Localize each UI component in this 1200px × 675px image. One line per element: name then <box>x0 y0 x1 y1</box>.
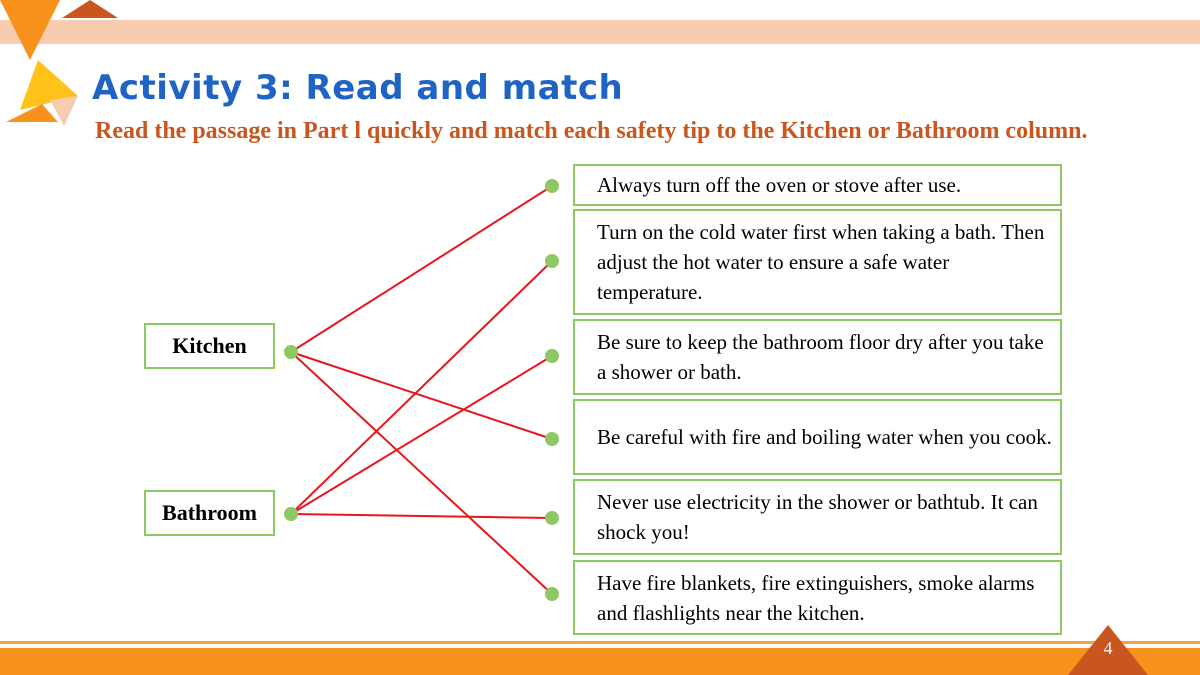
bathroom-label: Bathroom <box>162 500 257 525</box>
match-line-bathroom-tip-3 <box>291 356 552 514</box>
tip-box-6 <box>573 560 1062 635</box>
tip-box-4 <box>573 399 1062 475</box>
tip-text: Always turn off the oven or stove after use. <box>597 173 962 197</box>
tip-text: Have fire blankets, fire extinguishers, smoke alarms and flashlights near the kitchen. <box>597 570 1035 625</box>
tip-box-2 <box>573 209 1062 315</box>
tip-connector-dot-3 <box>545 349 559 363</box>
bathroom-column-box <box>144 490 275 536</box>
tip-text: Never use electricity in the shower or bathtub. It can shock you! <box>597 490 1038 544</box>
slide-instruction: Read the passage in Part l quickly and match each safety tip to the Kitchen or Bathroom column. <box>95 118 1088 144</box>
tip-box-1 <box>573 164 1062 206</box>
bottom-decor-band <box>0 648 1200 675</box>
slide-title: Activity 3: Read and match <box>92 68 624 108</box>
bathroom-connector-dot <box>284 507 298 521</box>
tip-text: Turn on the cold water first when taking a bath. Then adjust the hot water to ensure a safe water temperature. <box>597 220 1045 304</box>
tip-connector-dot-6 <box>545 587 559 601</box>
tip-connector-dot-4 <box>545 432 559 446</box>
tip-connector-dot-1 <box>545 179 559 193</box>
kitchen-connector-dot <box>284 345 298 359</box>
bottom-decor-line <box>0 641 1200 644</box>
tip-connector-dot-2 <box>545 254 559 268</box>
kitchen-label: Kitchen <box>172 333 247 358</box>
tip-box-3 <box>573 319 1062 395</box>
match-line-bathroom-tip-5 <box>291 514 552 518</box>
match-line-kitchen-tip-1 <box>291 186 552 352</box>
tip-connector-dot-5 <box>545 511 559 525</box>
tip-box-5 <box>573 479 1062 555</box>
kitchen-column-box <box>144 323 275 369</box>
tip-text: Be careful with fire and boiling water when you cook. <box>597 425 1052 449</box>
page-number: 4 <box>1103 638 1113 658</box>
match-line-kitchen-tip-4 <box>291 352 552 439</box>
tip-text: Be sure to keep the bathroom floor dry after you take a shower or bath. <box>597 330 1044 384</box>
